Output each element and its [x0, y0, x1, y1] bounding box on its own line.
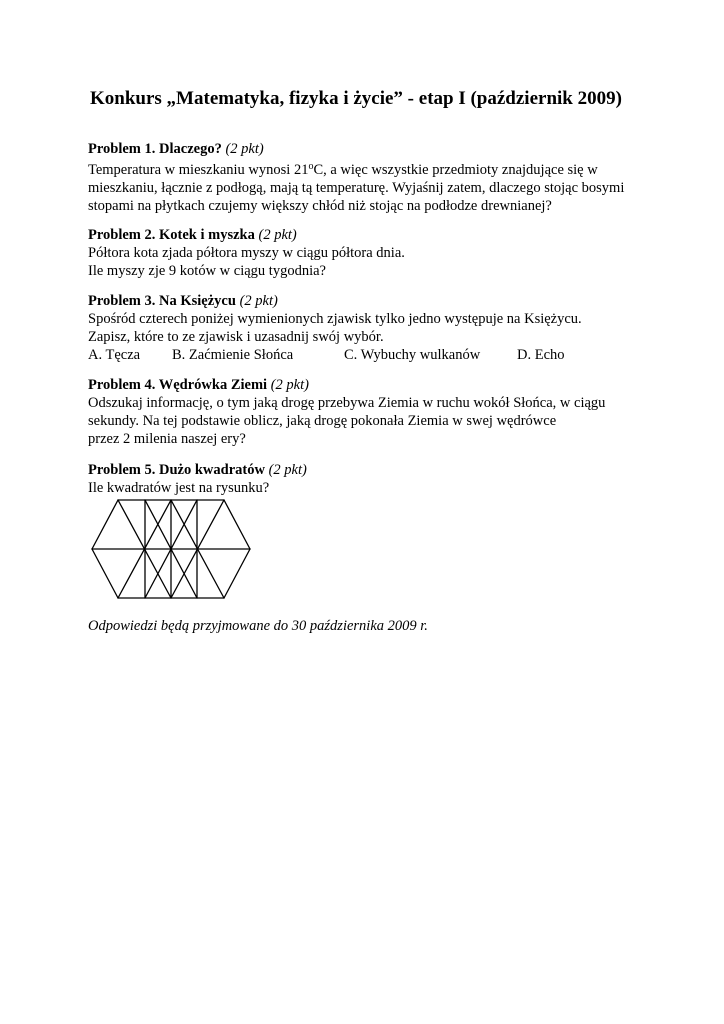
- problem-points: (2 pkt): [239, 293, 278, 309]
- figure-line: [92, 500, 118, 549]
- problem-5: [88, 461, 648, 497]
- problem-4: [88, 376, 648, 448]
- option-c: C. Wybuchy wulkanów: [344, 347, 481, 363]
- problem-text: stopami na płytkach czujemy większy chłód niż stojąc na podłodze drewnianej?: [88, 198, 552, 214]
- option-d: D. Echo: [517, 347, 565, 363]
- problem-1: [88, 140, 648, 215]
- squares-figure: [90, 498, 254, 602]
- problem-text: mieszkaniu, łącznie z podłogą, mają tą temperaturę. Wyjaśnij zatem, dlaczego stojąc bosymi: [88, 180, 625, 196]
- option-a: A. Tęcza: [88, 347, 141, 363]
- problem-heading: Problem 4. Wędrówka Ziemi: [88, 377, 268, 393]
- problem-text: Spośród czterech poniżej wymienionych zjawisk tylko jedno występuje na Księżycu.: [88, 311, 582, 327]
- problem-text: sekundy. Na tej podstawie oblicz, jaką drogę pokonała Ziemia w swej wędrówce: [88, 413, 557, 429]
- degree-superscript: o: [308, 161, 314, 172]
- document-title: Konkurs „Matematyka, fizyka i życie” - etap I (październik 2009): [90, 88, 622, 109]
- option-b: B. Zaćmienie Słońca: [172, 347, 294, 363]
- problem-heading: Problem 5. Dużo kwadratów: [88, 462, 265, 478]
- problem-heading: Problem 1. Dlaczego?: [88, 141, 222, 157]
- problem-text: Ile kwadratów jest na rysunku?: [88, 480, 270, 496]
- problem-text: Półtora kota zjada półtora myszy w ciągu półtora dnia.: [88, 245, 405, 261]
- problem-text: Temperatura w mieszkaniu wynosi 21: [88, 162, 309, 178]
- figure-line: [92, 549, 118, 598]
- problem-text: Ile myszy zje 9 kotów w ciągu tygodnia?: [88, 263, 326, 279]
- problem-text: C, a więc wszystkie przedmioty znajdujące się w: [313, 162, 598, 178]
- footer-note: Odpowiedzi będą przyjmowane do 30 października 2009 r.: [88, 618, 428, 634]
- problem-3: [88, 292, 648, 364]
- problem-points: (2 pkt): [225, 141, 264, 157]
- problem-heading: Problem 3. Na Księżycu: [88, 293, 236, 309]
- problem-text: przez 2 milenia naszej ery?: [88, 431, 246, 447]
- problem-points: (2 pkt): [270, 377, 309, 393]
- problem-heading: Problem 2. Kotek i myszka: [88, 227, 255, 243]
- answer-options: [88, 346, 648, 364]
- figure-line: [224, 500, 250, 549]
- problem-points: (2 pkt): [258, 227, 297, 243]
- problem-text: Odszukaj informację, o tym jaką drogę przebywa Ziemia w ruchu wokół Słońca, w ciągu: [88, 395, 606, 411]
- figure-line: [224, 549, 250, 598]
- problem-2: [88, 226, 648, 280]
- problem-points: (2 pkt): [268, 462, 307, 478]
- problem-text: Zapisz, które to ze zjawisk i uzasadnij swój wybór.: [88, 329, 384, 345]
